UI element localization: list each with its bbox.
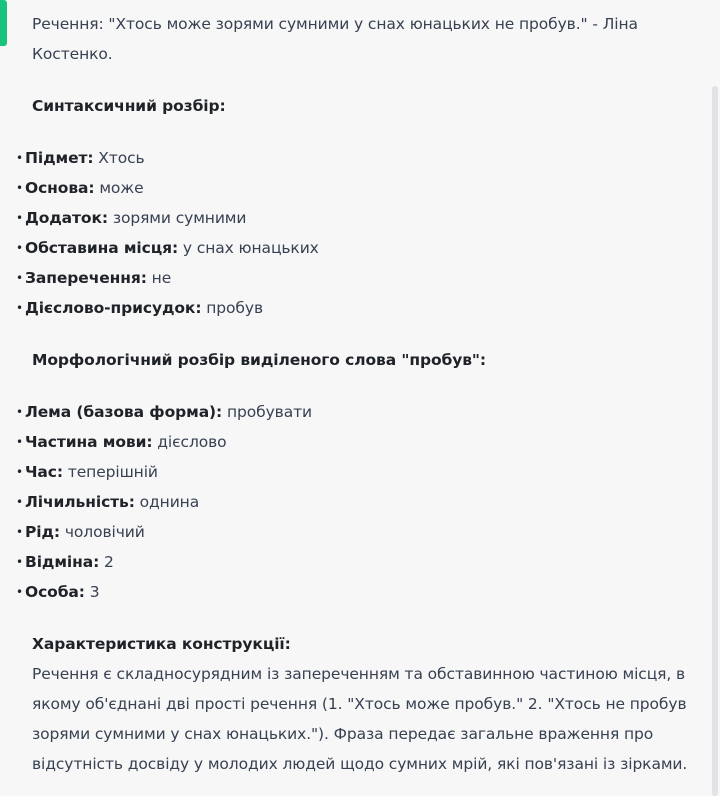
list-item: • Рід: чоловічий	[25, 517, 685, 547]
list-item: • Час: теперішній	[25, 457, 685, 487]
characteristics-text: Речення є складносурядним із запереченням та обставинною частиною місця, в якому об'єднані дві прості речення (1. "Хтось може пробув." 2. "Хтось не пробув зорями сумними у снах юнацьких."). Фраза передає загальне враження про відсутність досвіду у молодих людей щодо сумних мрій, які пов'язані із зірками.	[32, 665, 688, 773]
characteristics-heading: Характеристика конструкції:	[32, 635, 291, 653]
syntax-heading: Синтаксичний розбір:	[32, 97, 226, 115]
bullet-icon: •	[16, 495, 23, 509]
list-item: • Частина мови: дієслово	[25, 427, 685, 457]
bullet-icon: •	[16, 555, 23, 569]
bullet-icon: •	[16, 465, 23, 479]
bullet-icon: •	[16, 301, 23, 315]
morphology-list	[16, 397, 685, 607]
list-item: • Обставина місця: у снах юнацьких	[25, 233, 685, 263]
bullet-icon: •	[16, 151, 23, 165]
list-item: • Відміна: 2	[25, 547, 685, 577]
scrollbar-thumb[interactable]	[712, 86, 718, 796]
list-item: • Особа: 3	[25, 577, 685, 607]
list-item: • Основа: може	[25, 173, 685, 203]
assistant-message	[16, 9, 692, 779]
bullet-icon: •	[16, 435, 23, 449]
syntax-list	[16, 143, 685, 323]
message-accent-bar	[0, 0, 7, 46]
scrollbar[interactable]	[710, 0, 720, 789]
bullet-icon: •	[16, 525, 23, 539]
bullet-icon: •	[16, 271, 23, 285]
list-item: • Підмет: Хтось	[25, 143, 685, 173]
list-item: • Додаток: зорями сумними	[25, 203, 685, 233]
list-item: • Дієслово-присудок: пробув	[25, 293, 685, 323]
list-item: • Лема (базова форма): пробувати	[25, 397, 685, 427]
bullet-icon: •	[16, 585, 23, 599]
morphology-heading: Морфологічний розбір виділеного слова "пробув":	[32, 351, 487, 369]
bullet-icon: •	[16, 241, 23, 255]
bullet-icon: •	[16, 181, 23, 195]
list-item: • Лічильність: однина	[25, 487, 685, 517]
list-item: • Заперечення: не	[25, 263, 685, 293]
bullet-icon: •	[16, 211, 23, 225]
intro-sentence: Речення: "Хтось може зорями сумними у снах юнацьких не пробув." - Ліна Костенко.	[32, 15, 638, 63]
bullet-icon: •	[16, 405, 23, 419]
